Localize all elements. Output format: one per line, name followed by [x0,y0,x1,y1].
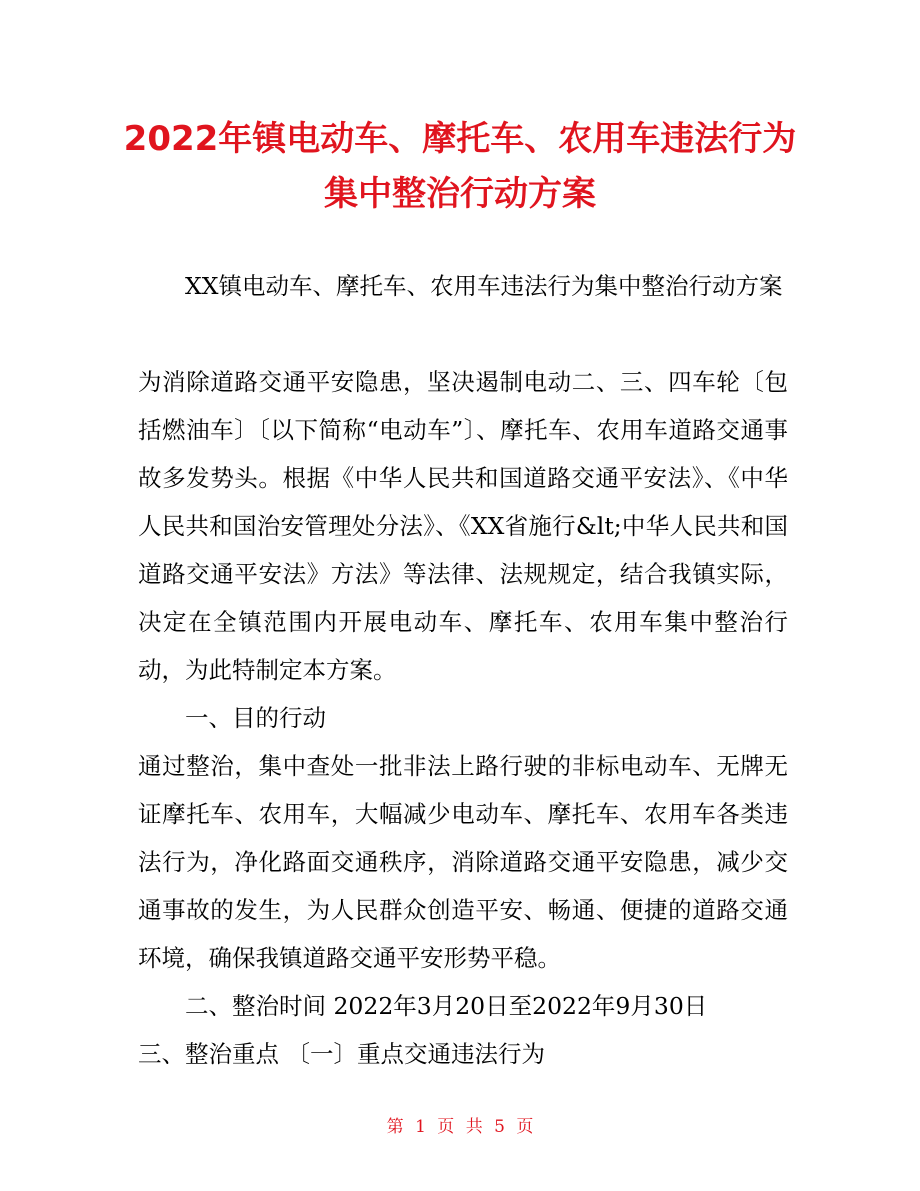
section-heading-time: 二、整治时间 2022年3月20日至2022年9月30日 [185,992,708,1020]
section-heading-purpose: 一、目的行动 [185,704,326,732]
page-footer: 第 1 页 共 5 页 [386,1117,534,1137]
document-title: 2022年镇电动车、摩托车、农用车违法行为集中整治行动方案 [123,119,797,214]
document-subtitle: XX镇电动车、摩托车、农用车违法行为集中整治行动方案 [185,272,783,300]
paragraph-purpose: 通过整治，集中查处一批非法上路行驶的非标电动车、无牌无证摩托车、农用车，大幅减少电动车、摩托车、农用车各类违法行为，净化路面交通秩序，消除道路交通平安隐患，减少交通事故的发生，为人民群众创造平安、畅通、便捷的道路交通环境，确保我镇道路交通平安形势平稳。 [138,752,788,972]
paragraph-intro: 为消除道路交通平安隐患，坚决遏制电动二、三、四车轮〔包括燃油车〕〔以下简称“电动车”〕、摩托车、农用车道路交通事故多发势头。根据《中华人民共和国道路交通平安法》、《中华人民共和国治安管理处分法》、《XX省施行&lt;中华人民共和国道路交通平安法》方法》等法律、法规规定，结合我镇实际，决定在全镇范围内开展电动车、摩托车、农用车集中整治行动，为此特制定本方案。 [138,368,788,684]
section-heading-focus: 三、整治重点 〔一〕重点交通违法行为 [138,1040,545,1068]
document-body [138,262,788,1078]
